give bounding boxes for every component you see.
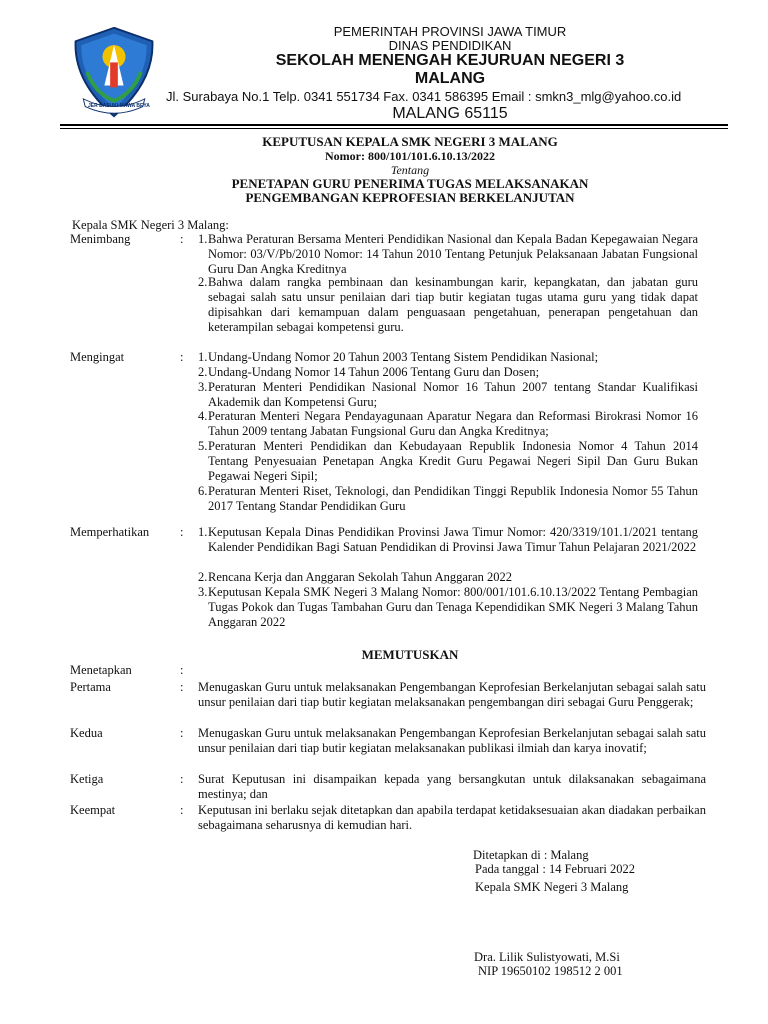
logo-motto: JER BASUKI MAWA BEYA bbox=[88, 103, 150, 109]
memperhatikan-item bbox=[198, 525, 698, 555]
item-number: 2. bbox=[198, 365, 208, 379]
menimbang-item bbox=[198, 232, 698, 277]
mengingat-colon: : bbox=[180, 350, 184, 364]
mengingat-item bbox=[198, 350, 698, 365]
memperhatikan-colon: : bbox=[180, 525, 184, 539]
mengingat-item bbox=[198, 439, 698, 484]
kedua-colon: : bbox=[180, 726, 184, 740]
item-text: Undang-Undang Nomor 14 Tahun 2006 Tentang Guru dan Dosen; bbox=[208, 365, 540, 379]
signatory-name: Dra. Lilik Sulistyowati, M.Si bbox=[474, 950, 620, 964]
mengingat-item bbox=[198, 484, 698, 514]
menimbang-item bbox=[198, 275, 698, 335]
item-text: Rencana Kerja dan Anggaran Sekolah Tahun Anggaran 2022 bbox=[208, 570, 513, 584]
item-number: 3. bbox=[198, 380, 208, 394]
pertama-colon: : bbox=[180, 680, 184, 694]
letterhead-government: PEMERINTAH PROVINSI JAWA TIMUR bbox=[333, 24, 567, 39]
mengingat-item bbox=[198, 365, 698, 380]
letterhead-school-name: SEKOLAH MENENGAH KEJURUAN NEGERI 3 bbox=[275, 52, 625, 69]
item-number: 5. bbox=[198, 439, 208, 453]
ketiga-colon: : bbox=[180, 772, 184, 786]
item-number: 2. bbox=[198, 570, 208, 584]
item-number: 2. bbox=[198, 275, 208, 289]
kedua-label: Kedua bbox=[70, 726, 103, 740]
ketiga-label: Ketiga bbox=[70, 772, 104, 786]
item-text: Keputusan Kepala SMK Negeri 3 Malang Nomor: 800/001/101.6.10.13/2022 Tentang Pembagian Tugas Pokok dan Tugas Tambahan Guru dan Tenaga Kependidikan SMK Negeri 3 Malang Tahun Anggaran 2022 bbox=[208, 585, 698, 629]
signatory-nip: NIP 19650102 198512 2 001 bbox=[478, 964, 623, 978]
signature-date: Pada tanggal : 14 Februari 2022 bbox=[475, 862, 636, 876]
decree-subject-line2: PENGEMBANGAN KEPROFESIAN BERKELANJUTAN bbox=[245, 190, 575, 205]
signature-place: Ditetapkan di : Malang bbox=[473, 848, 589, 862]
memperhatikan-item bbox=[198, 585, 698, 630]
ketiga-text: Surat Keputusan ini disampaikan kepada yang bersangkutan untuk dilaksanakan sebagaimana mestinya; dan bbox=[198, 772, 706, 801]
item-text: Undang-Undang Nomor 20 Tahun 2003 Tentang Sistem Pendidikan Nasional; bbox=[208, 350, 599, 364]
keempat-colon: : bbox=[180, 803, 184, 817]
menimbang-colon: : bbox=[180, 232, 184, 246]
pertama-label: Pertama bbox=[70, 680, 111, 694]
menetapkan-label: Menetapkan bbox=[70, 663, 132, 677]
letterhead-rule-thick bbox=[60, 124, 728, 126]
menetapkan-colon: : bbox=[180, 663, 184, 677]
letterhead-agency: DINAS PENDIDIKAN bbox=[388, 38, 512, 53]
item-number: 3. bbox=[198, 585, 208, 599]
decree-number: Nomor: 800/101/101.6.10.13/2022 bbox=[325, 149, 495, 163]
item-text: Peraturan Menteri Pendidikan dan Kebudayaan Republik Indonesia Nomor 4 Tahun 2014 Tentang Penyesuaian Penetapan Angka Kredit Guru Pegawai Negeri Sipil Dan Guru Bukan Pegawai Negeri Sipil; bbox=[208, 439, 698, 483]
item-text: Keputusan Kepala Dinas Pendidikan Provinsi Jawa Timur Nomor: 420/3319/101.1/2021 tentang Kalender Pendidikan Bagi Satuan Pendidikan di Provinsi Jawa Timur Tahun Pelajaran 2021/2022 bbox=[208, 525, 698, 554]
item-text: Bahwa Peraturan Bersama Menteri Pendidikan Nasional dan Kepala Badan Kepegawaian Negara Nomor: 03/V/Pb/2010 Nomor: 14 Tahun 2010 Tentang Petunjuk Pelaksanaan Jabatan Fungsional Guru Dan Angka Kreditnya bbox=[208, 232, 698, 276]
mengingat-item bbox=[198, 409, 698, 439]
decree-tentang: Tentang bbox=[390, 163, 430, 177]
item-number: 6. bbox=[198, 484, 208, 498]
memperhatikan-item bbox=[198, 570, 698, 585]
item-text: Peraturan Menteri Riset, Teknologi, dan Pendidikan Tinggi Republik Indonesia Nomor 55 Tahun 2017 Tentang Standar Pendidikan Guru bbox=[208, 484, 698, 513]
keempat-text: Keputusan ini berlaku sejak ditetapkan dan apabila terdapat ketidaksesuaian akan diadakan perbaikan sebagaimana seharusnya di kemudian hari. bbox=[198, 803, 706, 832]
menimbang-label: Menimbang bbox=[70, 232, 131, 246]
letterhead-postal-city: MALANG 65115 bbox=[392, 105, 508, 122]
item-number: 1. bbox=[198, 525, 208, 539]
letterhead-rule-thin bbox=[60, 128, 728, 129]
item-number: 4. bbox=[198, 409, 208, 423]
item-text: Peraturan Menteri Negara Pendayagunaan Aparatur Negara dan Reformasi Birokrasi Nomor 16 Tahun 2009 tentang Jabatan Fungsional Guru dan Angka Kreditnya; bbox=[208, 409, 698, 438]
keempat-label: Keempat bbox=[70, 803, 116, 817]
opening-line: Kepala SMK Negeri 3 Malang: bbox=[72, 218, 229, 232]
letterhead-address: Jl. Surabaya No.1 Telp. 0341 551734 Fax. 0341 586395 Email : smkn3_mlg@yahoo.co.id bbox=[166, 89, 682, 104]
item-number: 1. bbox=[198, 232, 208, 246]
decree-title: KEPUTUSAN KEPALA SMK NEGERI 3 MALANG bbox=[262, 134, 558, 149]
decree-subject-line1: PENETAPAN GURU PENERIMA TUGAS MELAKSANAKAN bbox=[231, 176, 589, 191]
letterhead-school-city: MALANG bbox=[414, 70, 486, 87]
mengingat-label: Mengingat bbox=[70, 350, 125, 364]
signature-position: Kepala SMK Negeri 3 Malang bbox=[475, 880, 629, 894]
memperhatikan-label: Memperhatikan bbox=[70, 525, 150, 539]
kedua-text: Menugaskan Guru untuk melaksanakan Pengembangan Keprofesian Berkelanjutan sebagai salah satu unsur penilaian dari tiap butir kegiatan melaksanakan publikasi ilmiah dan karya inovatif; bbox=[198, 726, 706, 755]
mengingat-item bbox=[198, 380, 698, 410]
item-number: 1. bbox=[198, 350, 208, 364]
item-text: Bahwa dalam rangka pembinaan dan kesinambungan karir, kepangkatan, dan jabatan guru sebagai salah satu unsur penilaian dari tiap butir kegiatan tugas utama guru yang tidak dapat dipisahkan dari kemampuan dalam penguasaan pengetahuan, penerapan pengetahuan dan keterampilan sebagai kompetensi guru. bbox=[208, 275, 698, 334]
memutuskan-heading: MEMUTUSKAN bbox=[361, 647, 459, 662]
item-text: Peraturan Menteri Pendidikan Nasional Nomor 16 Tahun 2007 tentang Standar Kualifikasi Akademik dan Kompetensi Guru; bbox=[208, 380, 698, 409]
pertama-text: Menugaskan Guru untuk melaksanakan Pengembangan Keprofesian Berkelanjutan sebagai salah satu unsur penilaian dari tiap butir kegiatan melaksanakan pengembangan diri sebagai Guru Penggerak; bbox=[198, 680, 706, 709]
